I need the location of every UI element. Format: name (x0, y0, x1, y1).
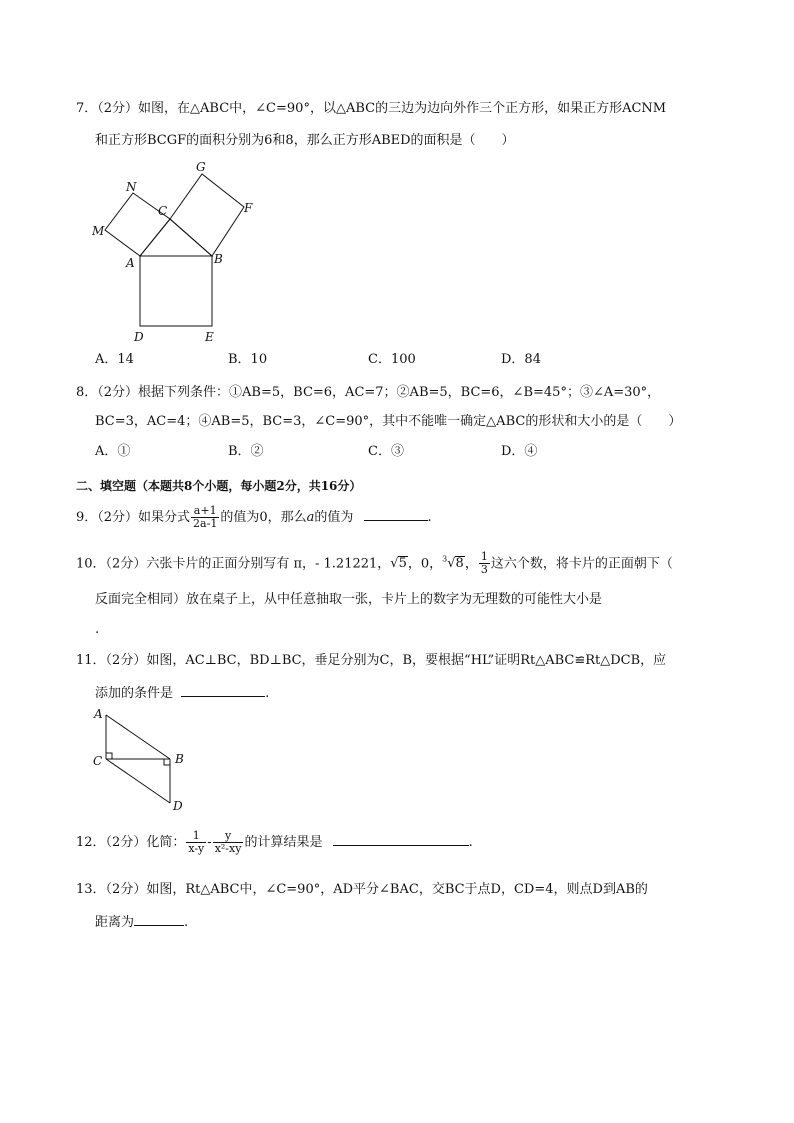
q10-frac-den: 3 (480, 563, 488, 577)
q9-frac-den: 2a-1 (193, 517, 218, 530)
q12-line (76, 830, 473, 855)
q12-frac1 (186, 830, 206, 855)
q12-f1-num: 1 (186, 830, 206, 843)
q10-cbrt: $^3$√8 (442, 555, 464, 572)
q12-minus: - (207, 835, 212, 850)
square-abed (140, 256, 212, 326)
q12-frac2 (213, 830, 244, 855)
square-acnm (105, 193, 170, 256)
q13-line2 (95, 913, 188, 932)
q11-label-a: A (94, 707, 103, 721)
q9-prefix: 9．（2分）如果分式 (76, 510, 191, 525)
q12-answer-blank[interactable] (333, 833, 469, 846)
q9-suffix-a: 的值为0，那么 (220, 510, 307, 525)
label-d: D (134, 330, 144, 344)
q8-option-a[interactable]: A．① (95, 444, 131, 459)
q11-label-d: D (173, 799, 183, 813)
q12-prefix: 12．（2分）化简： (76, 835, 186, 850)
label-n: N (126, 180, 137, 194)
q13-answer-blank[interactable] (134, 913, 184, 926)
q9-answer-blank[interactable] (364, 508, 428, 521)
q11-label-c: C (93, 754, 103, 768)
q10-neg: - 1.21221， (315, 556, 391, 572)
q10-frac-num: 1 (480, 550, 488, 564)
q7-option-d[interactable]: D．84 (501, 352, 541, 367)
q10-sqrt5: 5 (398, 556, 407, 572)
right-angle-b (164, 759, 170, 765)
q11-prefix: 添加的条件是 (95, 686, 174, 701)
section-fill-in-title: 二、填空题（本题共8个小题，每小题2分，共16分） (76, 479, 362, 493)
q10-line3: . (95, 622, 100, 637)
label-e: E (205, 330, 214, 344)
q11-figure (90, 703, 200, 815)
q11-line1: 11．（2分）如图，AC⊥BC，BD⊥BC，垂足分别为C，B，要根据“HL”证明Rt△ABC≌Rt△DCB，应 (76, 653, 667, 668)
q11-answer-blank[interactable] (181, 684, 265, 697)
q10-zero: ，0， (407, 556, 443, 572)
q10-line2: 反面完全相同）放在桌子上，从中任意抽取一张，卡片上的数字为无理数的可能性大小是 (95, 592, 603, 607)
q7-option-b[interactable]: B．10 (228, 352, 268, 367)
q12-f1-den: x-y (188, 842, 205, 855)
q8-option-b[interactable]: B．② (228, 444, 264, 459)
label-g: G (196, 160, 206, 174)
q10-suffix: 这六个数，将卡片的正面朝下（ (490, 556, 673, 572)
q10-line1: 10．（2分）六张卡片的正面分别写有 π，- 1.21221，√5，0，$^3$√8， $\frac{1}{3}$ 这六个数，将卡片的正面朝下（ (76, 550, 673, 577)
q11-line2 (95, 684, 269, 703)
right-angle-c (106, 753, 112, 759)
q10-prefix: 10．（2分）六张卡片的正面分别写有 π， (76, 556, 315, 572)
q9-frac-num: a+1 (191, 505, 219, 518)
label-c: C (158, 204, 168, 218)
q12-suffix: 的计算结果是 (244, 835, 323, 850)
label-a: A (126, 256, 135, 270)
q13-prefix: 距离为 (95, 915, 135, 930)
q12-end: . (468, 835, 473, 850)
q9-suffix-b: 的值为 (314, 510, 354, 525)
q11-end: . (265, 686, 270, 701)
label-b: B (214, 252, 223, 266)
q10-fraction (479, 551, 490, 576)
q8-option-c[interactable]: C．③ (368, 444, 404, 459)
q13-line1: 13．（2分）如图，Rt△ABC中，∠C=90°，AD平分∠BAC，交BC于点D，CD=4，则点D到AB的 (76, 882, 648, 897)
q7-line2: 和正方形BCGF的面积分别为6和8，那么正方形ABED的面积是（ ） (95, 133, 515, 148)
q9-end: . (427, 510, 432, 525)
q7-option-a[interactable]: A．14 (95, 352, 134, 367)
q12-f2-den: x²-xy (214, 842, 242, 855)
q8-option-d[interactable]: D．④ (501, 444, 538, 459)
square-bcgf (170, 174, 244, 256)
q7-figure-squares (88, 155, 268, 345)
q13-end: . (184, 915, 189, 930)
q7-option-c[interactable]: C．100 (368, 352, 416, 367)
q10-cbrt8: 8 (455, 556, 464, 572)
q9-line (76, 505, 432, 530)
label-m: M (92, 224, 105, 238)
q7-line1: 7．（2分）如图，在△ABC中，∠C=90°，以△ABC的三边为边向外作三个正方形，如果正方形ACNM (76, 101, 667, 116)
q8-line1: 8．（2分）根据下列条件：①AB=5，BC=6，AC=7；②AB=5，BC=6，∠B=45°；③∠A=30°， (76, 385, 661, 400)
q10-cbrt-index: 3 (442, 555, 448, 564)
label-f: F (244, 201, 253, 215)
q12-f2-num: y (213, 830, 244, 843)
q9-var: a (306, 510, 315, 525)
q10-sqrt: √5 (390, 556, 407, 572)
q8-line2: BC=3，AC=4；④AB=5，BC=3，∠C=90°，其中不能唯一确定△ABC的形状和大小的是（ ） (95, 414, 682, 429)
q11-label-b: B (175, 752, 184, 766)
q9-fraction (191, 505, 219, 530)
